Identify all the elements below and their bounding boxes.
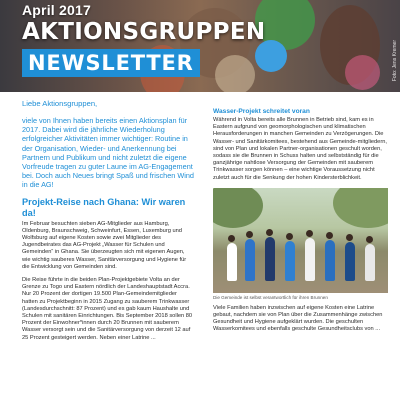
photo-caption: Die Gemeinde ist selbst verantwortlich für ihren Brunnen xyxy=(213,294,328,300)
right-column xyxy=(213,108,388,334)
left-column xyxy=(22,97,194,342)
person-head xyxy=(366,236,373,243)
person-head xyxy=(266,229,273,236)
tree-shape xyxy=(213,188,263,228)
person-head xyxy=(246,231,253,238)
ghana-headline: Projekt-Reise nach Ghana: Wir waren da! xyxy=(22,196,186,218)
photo-area xyxy=(345,55,380,90)
person-head xyxy=(326,232,333,239)
person-head xyxy=(228,235,235,242)
ghana-paragraph-2: Die Reise führte in die beiden Plan-Projektgebiete Volta an der Grenze zu Togo und Eastern nördlich der Landeshauptstadt Accra. Nur 20 Prozent der dortigen 19.500 Plan-Gemeindemitglieder hatten zu Projektbeginn in 2015 Zugang zu sauberem Trinkwasser (Landesdurchschnitt: 87 Prozent) und es gab kaum Haushalte und Schulen mit sanitären Einrichtungen. Bis September 2018 sollen 80 Prozent der Einwohner*innen durch 20 Brunnen mit sauberem Wasser versorgt sein und die Sanitärversorgung von derzeit 12 auf 25 Prozent gesteigert werden. Neben einer Latrine ... xyxy=(22,277,193,341)
person-figure xyxy=(285,241,295,281)
person-figure xyxy=(365,244,375,281)
person-head xyxy=(346,234,353,241)
issue-date: April 2017 xyxy=(22,2,91,18)
person-figure xyxy=(245,239,255,281)
person-figure xyxy=(325,240,335,281)
photo-credit: Foto: Jens Kremer xyxy=(392,40,398,82)
water-paragraph-1: Während in Volta bereits alle Brunnen in Betrieb sind, kam es in Eastern aufgrund von geomorphologischen und klimatischen Herausforderungen in manchen Gemeinden zu Verzögerungen. Die Wasser- und Sanitärkomitees, bestehend aus Gemeinde-mitgliedern, sind von Plan und lokalen Partner-organisationen geschult worden, sodass sie die Brunnen in Schuss halten und selbstständig für die ganzjährige nahtlose Versorgung der Gemeinden mit sauberem Trinkwasser sorgen können – eine wichtige Voraussetzung nicht zuletzt auch für die Senkung der hohen Kindersterblichkeit. xyxy=(213,117,387,181)
person-figure xyxy=(345,242,355,281)
person-head xyxy=(306,230,313,237)
person-figure xyxy=(265,237,275,281)
tree-shape xyxy=(333,188,388,228)
person-head xyxy=(286,233,293,240)
title-newsletter: NEWSLETTER xyxy=(22,49,200,77)
title-aktionsgruppen: AKTIONSGRUPPEN xyxy=(22,19,266,45)
header-banner xyxy=(0,0,400,92)
header-text xyxy=(22,2,265,77)
water-paragraph-2: Viele Familien haben inzwischen auf eigene Kosten eine Latrine gebaut, nachdem sie von Plan über die Zusammenhänge zwischen Gesundheit und Hygiene aufgeklärt wurden. Die geschulten Wasserkomitees und ebenfalls geschulte Gesundheitsclubs von ... xyxy=(213,304,383,333)
person-figure xyxy=(305,238,315,281)
ghana-paragraph-1: Im Februar besuchten sieben AG-Mitglieder aus Hamburg, Oldenburg, Braunschweig, Schweinfurt, Essen, Luxemburg und Wolfsburg auf eigene Kosten sowie zwei Mitglieder des Jugendbeirates das AG-Projekt „Wasser für Schulen und Gemeinden“ in Ghana. Sie überzeugten sich mit eigenen Augen, wie wichtig sauberes Wasser, Sanitärversorgung und Hygiene für die Entwicklung von Gemeinden sind. xyxy=(22,220,187,270)
community-photo xyxy=(213,188,388,293)
water-project-headline: Wasser-Projekt schreitet voran xyxy=(213,108,310,115)
intro-text: viele von Ihnen haben bereits einen Aktionsplan für 2017. Dabei wird die jährliche Wiederholung erfolgreicher Aktivitäten immer wichtiger: Routine in der Organisation, Wieder- und Anerkennung bei Partnern und Publikum und nicht zuletzt die eigene Vorfreude tragen zu guter Laune im AG-Engagement bei. Doch auch Neues bringt Spaß und frischen Wind in die AG! xyxy=(22,116,194,190)
person-figure xyxy=(227,243,237,281)
greeting: Liebe Aktionsgruppen, xyxy=(22,99,98,108)
